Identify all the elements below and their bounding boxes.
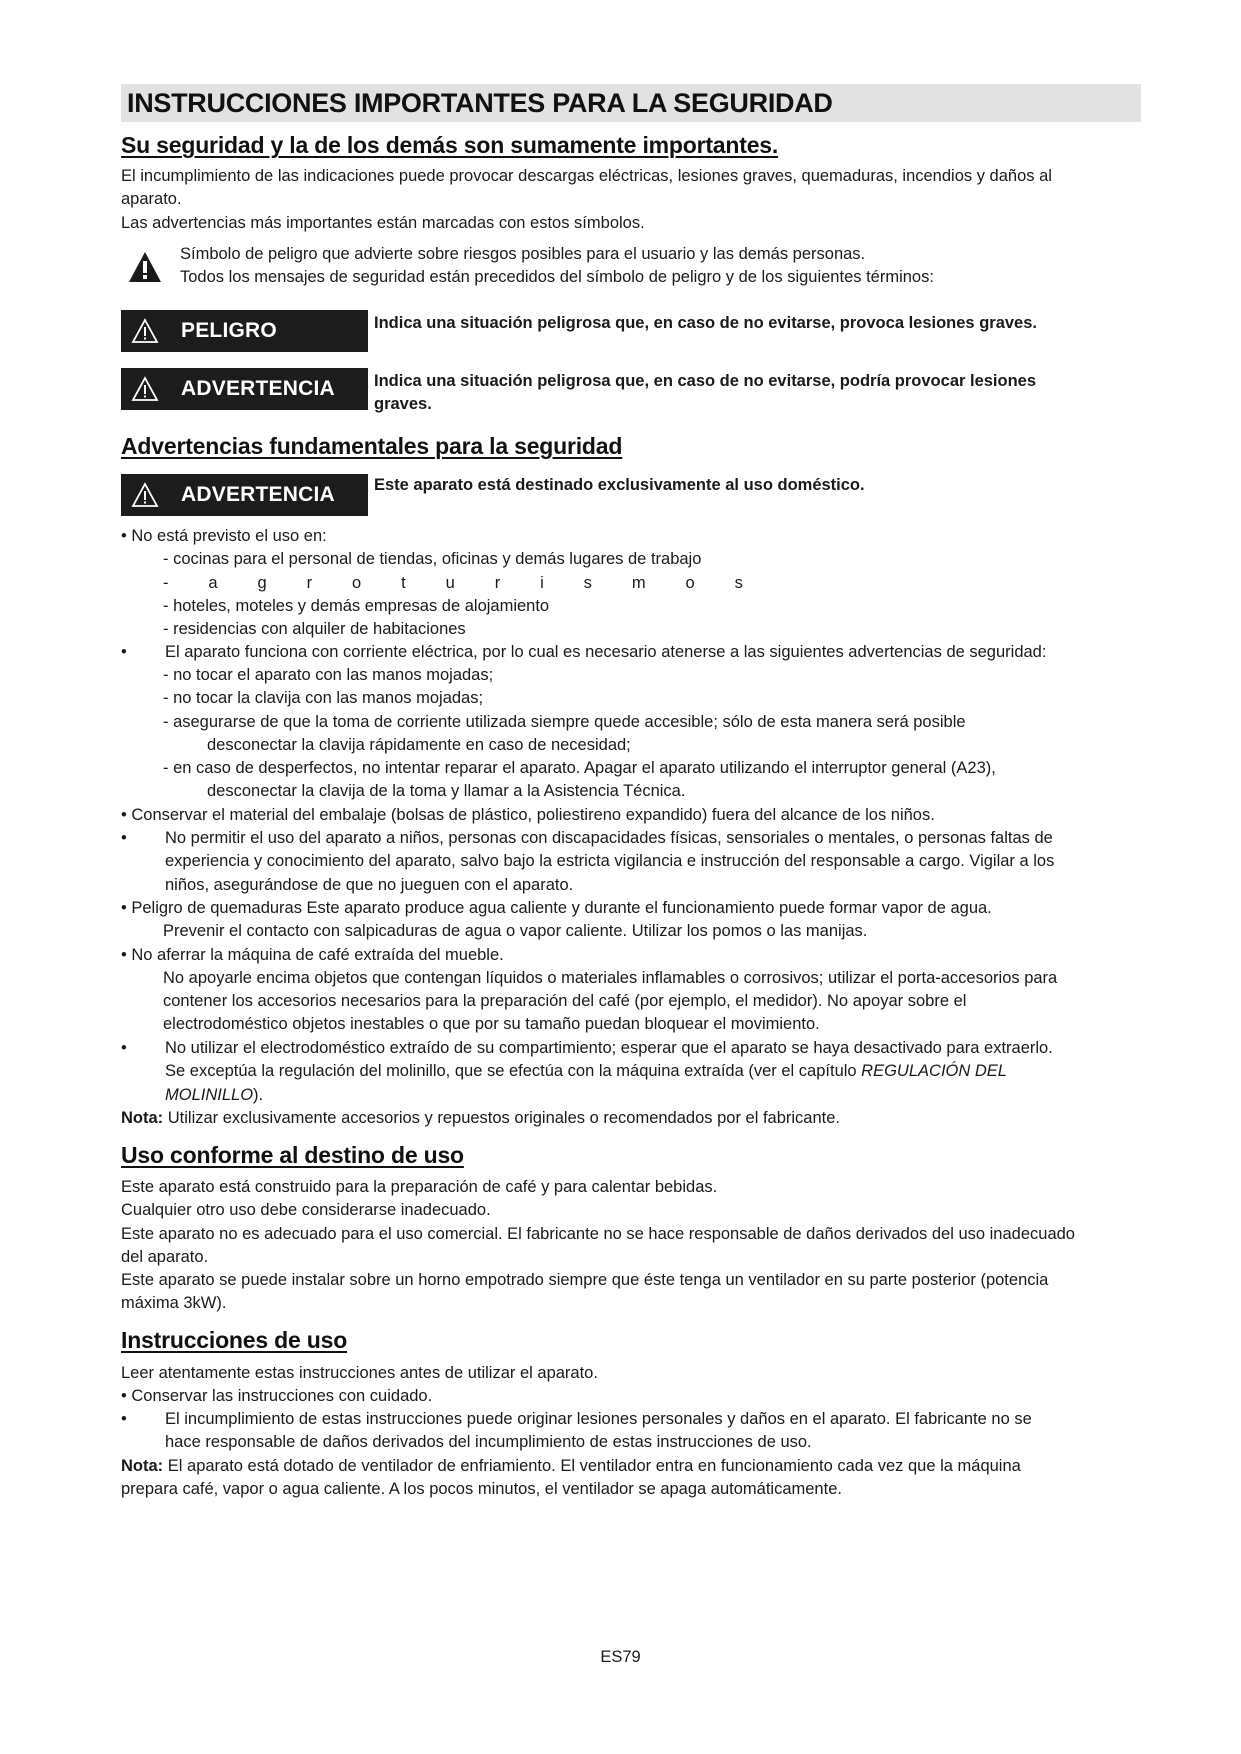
line: No permitir el uso del aparato a niños, personas con discapacidades físicas, sensoriales o mentales, o personas faltas de [165,829,1053,847]
peligro-badge [121,310,368,352]
warning-triangle-icon [131,318,159,344]
instrucciones-line: Leer atentamente estas instrucciones antes de utilizar el aparato. [121,1364,598,1382]
bullet-text [165,827,1141,897]
apoyar-line: contener los accesorios necesarios para la preparación del café (por ejemplo, el medidor). No apoyar sobre el [163,992,967,1010]
line: El incumplimiento de estas instrucciones puede originar lesiones personales y daños en el aparato. El fabricante no se [165,1410,1032,1428]
line: Este aparato se puede instalar sobre un horno empotrado siempre que éste tenga un ventilador en su parte posterior (potencia [121,1271,1049,1290]
quemaduras-text: • Peligro de quemaduras Este aparato produce agua caliente y durante el funcionamiento puede formar vapor de agua. [121,899,992,917]
letter: a [208,574,218,592]
intro-text [121,165,1141,235]
warning-triangle-icon [127,250,163,284]
warning-triangle-icon [131,376,159,402]
nota-text: Utilizar exclusivamente accesorios y repuestos originales o recomendados por el fabricante. [163,1109,841,1127]
section-heading-instrucciones: Instrucciones de uso [121,1327,348,1353]
line: prepara café, vapor o agua caliente. A los pocos minutos, el ventilador se apaga automáticamente. [121,1480,842,1499]
symbol-explanation [180,243,1140,290]
peligro-description: Indica una situación peligrosa que, en caso de no evitarse, provoca lesiones graves. [374,314,1037,332]
line: Este aparato está construido para la preparación de café y para calentar bebidas. [121,1178,718,1196]
title-bar [121,84,1141,122]
agroturismos-item [163,572,743,595]
advertencia-description [374,370,1114,416]
instrucciones-line: • Conservar las instrucciones con cuidado. [121,1387,433,1405]
desc-line: graves. [374,395,432,413]
nota-text: El aparato está dotado de ventilador de enfriamiento. El ventilador entra en funcionamiento cada vez que la máquina [163,1457,1021,1475]
letter: g [257,574,267,592]
embalaje-text: • Conservar el material del embalaje (bolsas de plástico, poliestireno expandido) fuera del alcance de los niños. [121,806,935,824]
ninos-bullet [121,827,1141,897]
line: niños, asegurándose de que no jueguen con el aparato. [165,875,574,894]
section-heading-fundamentales: Advertencias fundamentales para la seguridad [121,433,623,459]
line [165,1060,1141,1083]
nota-label: Nota: [121,1109,164,1127]
uso-item: - cocinas para el personal de tiendas, oficinas y demás lugares de trabajo [163,550,702,568]
chapter-ref: REGULACIÓN DEL [861,1062,1007,1081]
aferrar-text: • No aferrar la máquina de café extraída del mueble. [121,946,504,964]
letter: - [163,574,169,592]
electrica-item: - asegurarse de que la toma de corriente utilizada siempre quede accesible; sólo de esta manera será posible [163,713,966,731]
electrica-item: - no tocar la clavija con las manos mojadas; [163,689,484,707]
quemaduras-cont: Prevenir el contacto con salpicaduras de agua o vapor caliente. Utilizar los pomos o las manijas. [163,922,868,940]
line: del aparato. [121,1247,209,1266]
letter: t [401,574,406,592]
line: No utilizar el electrodoméstico extraído de su compartimiento; esperar que el aparato se haya desactivado para extraerlo. [165,1039,1053,1057]
uso-conforme-text [121,1176,1141,1316]
incumplimiento-bullet [121,1408,1141,1455]
domestico-description: Este aparato está destinado exclusivamente al uso doméstico. [374,476,865,494]
letter: r [494,574,501,592]
apoyar-line: electrodoméstico objetos inestables o que por su tamaño puedan bloquear el movimiento. [163,1015,820,1033]
electrica-item: desconectar la clavija rápidamente en caso de necesidad; [207,736,631,754]
bullet: • [121,643,127,661]
apoyar-line: No apoyarle encima objetos que contengan líquidos o materiales inflamables o corrosivos; utilizar el porta-accesorios para [163,969,1058,987]
section-heading-uso-conforme: Uso conforme al destino de uso [121,1142,464,1168]
letter: u [445,574,455,592]
nota-instrucciones [121,1455,1141,1502]
symbol-line: Símbolo de peligro que advierte sobre riesgos posibles para el usuario y las demás personas. [180,245,866,263]
letter: r [306,574,313,592]
bullet: • [121,829,127,847]
advertencia-badge-domestico [121,474,368,516]
letter: s [734,574,743,592]
badge-label: ADVERTENCIA [181,377,335,400]
line [165,1084,1141,1107]
bullet-text: El aparato funciona con corriente eléctrica, por lo cual es necesario atenerse a las siguientes advertencias de seguridad: [165,643,1047,661]
electrica-item: - no tocar el aparato con las manos mojadas; [163,666,494,684]
nota-fundamentales [121,1107,840,1130]
intro-line: aparato. [121,190,182,209]
uso-item: - residencias con alquiler de habitaciones [163,620,466,638]
line: máxima 3kW). [121,1294,227,1313]
nota-label: Nota: [121,1457,164,1475]
bullet: • [121,1410,127,1428]
page-number: ES79 [600,1648,641,1666]
bullet: • [121,1039,127,1057]
line-part: ). [253,1085,264,1104]
advertencia-badge [121,368,368,410]
symbol-line: Todos los mensajes de seguridad están precedidos del símbolo de peligro y de los siguientes términos: [180,268,934,287]
line: experiencia y conocimiento del aparato, salvo bajo la estricta vigilancia e instrucción del responsable a cargo. Vigilar a los [165,852,1055,871]
letter: s [583,574,592,592]
bullet-text [165,1408,1141,1455]
intro-line: El incumplimiento de las indicaciones puede provocar descargas eléctricas, lesiones graves, quemaduras, incendios y daños al [121,167,1052,185]
uso-item: - hoteles, moteles y demás empresas de alojamiento [163,597,550,615]
chapter-ref: MOLINILLO [165,1085,254,1104]
bullet-text [165,1037,1141,1107]
line-part: Se exceptúa la regulación del molinillo, que se efectúa con la máquina extraída (ver el capítulo [165,1062,862,1081]
intro-line: Las advertencias más importantes están marcadas con estos símbolos. [121,213,645,232]
desc-line: Indica una situación peligrosa que, en caso de no evitarse, podría provocar lesiones [374,372,1037,390]
badge-label: PELIGRO [181,319,277,342]
electrica-item: desconectar la clavija de la toma y llamar a la Asistencia Técnica. [207,782,686,800]
letter: i [540,574,544,592]
no-previsto-text: • No está previsto el uso en: [121,527,327,545]
page-title: INSTRUCCIONES IMPORTANTES PARA LA SEGURIDAD [127,88,833,118]
line: Este aparato no es adecuado para el uso comercial. El fabricante no se hace responsable de daños derivados del uso inadecuado [121,1224,1075,1243]
subtitle-heading: Su seguridad y la de los demás son sumamente importantes. [121,132,779,158]
line [121,1455,1141,1478]
letter: o [352,574,362,592]
letter: m [631,574,646,592]
letter: o [685,574,695,592]
line: Cualquier otro uso debe considerarse inadecuado. [121,1201,491,1220]
warning-triangle-icon [131,482,159,508]
extraido-bullet [121,1037,1141,1107]
badge-label: ADVERTENCIA [181,483,335,506]
line: hace responsable de daños derivados del incumplimiento de estas instrucciones de uso. [165,1433,812,1452]
electrica-item: - en caso de desperfectos, no intentar reparar el aparato. Apagar el aparato utilizando el interruptor general (A23), [163,759,996,777]
